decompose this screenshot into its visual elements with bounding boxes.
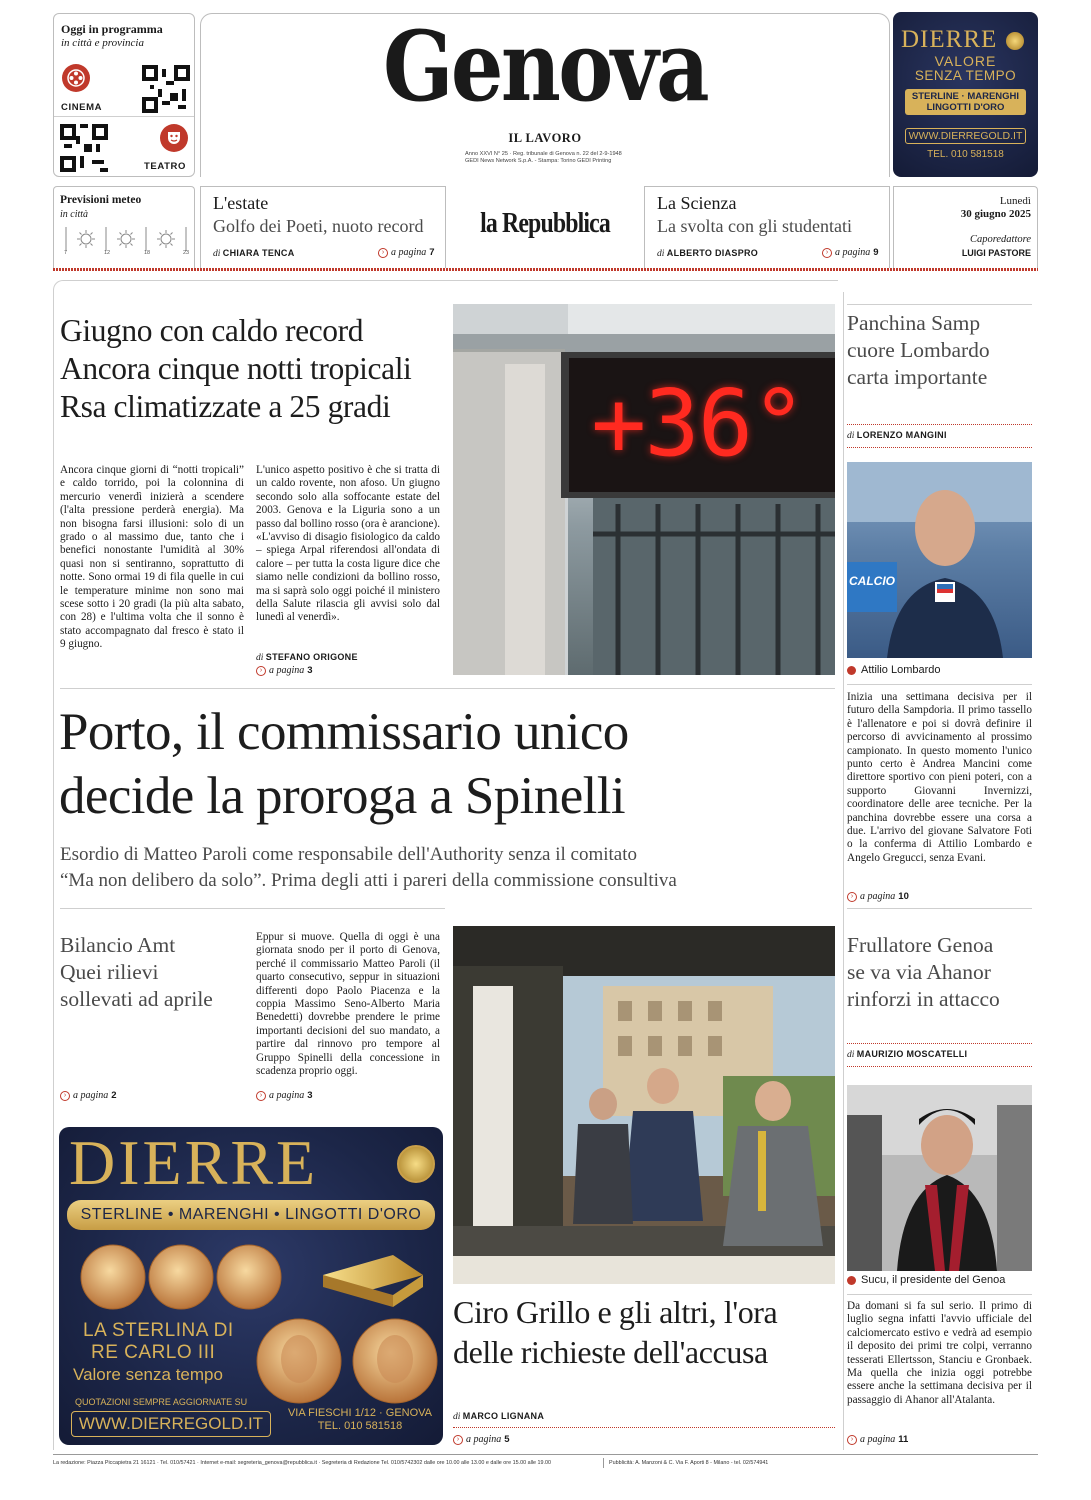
thermometer-display: +36° (591, 370, 805, 477)
arrow-right-icon: › (453, 1435, 463, 1445)
porto-body: Eppur si muove. Quella di oggi è una giornata snodo per il porto di Genova, perché il commissario Matteo Paroli (il quarto consecutivo, seppur in situazioni differenti dopo Paolo Piacenza e la coppia Massimo Seno-Alberto Maria Benedetti) dovrebbe prendere le prime importanti decisioni del suo mandato, a partire dal rinnovo pro tempore al Gruppo Spinelli della concessione in scadenza proprio oggi. (256, 931, 440, 1078)
dateline-day: Lunedì (999, 195, 1031, 207)
bottom-ad-promo1: LA STERLINA DI (83, 1320, 234, 1341)
porto-page-link[interactable]: › a pagina 3 (256, 1090, 313, 1101)
teaser-estate-kicker: L'estate (213, 193, 269, 213)
bottom-ad-dierre[interactable] (59, 1127, 443, 1445)
teaser-estate-author: CHIARA TENCA (222, 248, 295, 258)
cinema-label[interactable]: CINEMA (61, 102, 103, 113)
teaser-scienza-page-link[interactable]: › a pagina 9 (822, 247, 879, 258)
samp-page-link[interactable]: › a pagina 10 (847, 891, 909, 902)
top-ad-url[interactable]: WWW.DIERREGOLD.IT (905, 128, 1026, 144)
masthead-title: Genova (382, 10, 708, 123)
teaser-scienza-title: La svolta con gli studentati (657, 216, 852, 236)
grillo-headline: Ciro Grillo e gli altri, l'ora delle richieste dell'accusa (453, 1294, 778, 1370)
meteo-hour-7: 7 (64, 250, 68, 256)
meteo-hour-12: 12 (104, 250, 111, 256)
amt-page-link[interactable]: › a pagina 2 (60, 1090, 117, 1101)
footer-pubblicita: Pubblicità: A. Manzoni & C. Via F. Aporti 8 - Milano - tel. 02/574941 (609, 1460, 769, 1466)
genoa-author: MAURIZIO MOSCATELLI (856, 1049, 968, 1059)
king-charles-coins-image (255, 1315, 441, 1405)
bottom-ad-promo3: Valore senza tempo (73, 1365, 223, 1384)
dateline-box (893, 186, 1038, 268)
program-title: Oggi in programma (61, 22, 163, 36)
samp-body: Inizia una settimana decisiva per il futuro della Sampdoria. Il primo tassello è l'allenatore e poi si dovrà definire il percorso di avvicinamento al prossimo campionato. In questo momento l'unico punto certo è Andrea Mancini come direttore sportivo con pieni poteri, con a supporto Giovanni Invernizzi, coordinatore delle aree tecniche. Per la panchina dovrebbe essere una corsa a due. L'arrivo del giovane Salvatore Foti o la conferma di Attilio Lombardo e Angelo Gregucci, senza Evani. (847, 691, 1032, 864)
amt-headline: Bilancio Amt Quei rilievi sollevati ad aprile (60, 933, 213, 1011)
lead-author: STEFANO ORIGONE (265, 652, 358, 662)
top-ad-dierre[interactable] (893, 12, 1038, 177)
lombardo-photo-text: CALCIO (849, 574, 895, 588)
meteo-box (53, 186, 195, 268)
lead-page-link[interactable]: › a pagina 3 (256, 665, 313, 676)
samp-headline: Panchina Samp cuore Lombardo carta importante (847, 311, 990, 389)
bottom-ad-brand: DIERRE (69, 1127, 319, 1198)
teaser-scienza-author: ALBERTO DIASPRO (666, 248, 759, 258)
arrow-right-icon: › (378, 248, 388, 258)
sucu-photo (847, 1085, 1032, 1271)
program-box (53, 13, 195, 177)
teaser-scienza[interactable]: La Scienza La svolta con gli studentati di ALBERTO DIASPRO › a pagina 9 (644, 186, 890, 268)
camera-dot-icon (847, 1276, 856, 1285)
lead-body-col1: Ancora cinque giorni di “notti tropicali” e caldo torrido, poi la colonnina di mercurio venerdì inizierà a scendere (l'alta pressione perderà energia). Ma non bisogna farsi illusioni: solo di un grado o al massimo due, tanto che i benefici nonostante l'umidità al 30% quasi non si sentiranno, soprattutto di notte. Sono ormai 19 di fila quelle in cui le temperature minime non sono mai scese sotto i 20 gradi (la più alta sabato, con 28) e l'ultima volta che il sonno è stato accompagnato dal fresco è stato il 9 giugno. (60, 464, 244, 651)
bottom-ad-band: STERLINE • MARENGHI • LINGOTTI D'ORO (67, 1200, 435, 1230)
bottom-ad-address: VIA FIESCHI 1/12 · GENOVA TEL. 010 581518 (287, 1407, 433, 1432)
dateline-role: Caporedattore (969, 234, 1031, 245)
header-red-rule (53, 268, 1038, 271)
arrow-right-icon: › (847, 892, 857, 902)
grillo-photo (453, 926, 835, 1284)
bottom-ad-promo2: RE CARLO III (91, 1342, 216, 1363)
arrow-right-icon: › (256, 1091, 266, 1101)
right-column-rule (843, 292, 844, 1450)
bottom-ad-quote: QUOTAZIONI SEMPRE AGGIORNATE SU (75, 1397, 248, 1407)
program-subtitle: in città e provincia (61, 37, 144, 49)
top-ad-line2: SENZA TEMPO (914, 68, 1017, 83)
teatro-icon (160, 124, 188, 152)
grillo-author: MARCO LIGNANA (462, 1411, 545, 1421)
meteo-hour-23: 23 (183, 250, 190, 256)
top-ad-band: STERLINE · MARENGHI LINGOTTI D'ORO (905, 89, 1026, 115)
meteo-hour-18: 18 (144, 250, 151, 256)
genoa-body: Da domani si fa sul serio. Il primo di luglio segna infatti l'avvio ufficiale del calciomercato estivo e vedrà ad esempio il deposito dei primi tre colpi, verranno tesserati Ellertsson, Stanciu e Gronbaek. Ma quella che inizia oggi potrebbe essere anche la settimana decisiva per il passaggio di Ahanor all'Atalanta. (847, 1300, 1032, 1406)
masthead-registration: Anno XXVI N° 25 · Reg. tribunale di Genova n. 22 del 2-9-1948 GEDI News Network S.p.A. - Stampa: Torino GEDI Printing (465, 151, 622, 164)
samp-author: LORENZO MANGINI (856, 430, 947, 440)
arrow-right-icon: › (256, 666, 266, 676)
arrow-right-icon: › (822, 248, 832, 258)
gold-coins-image (73, 1235, 433, 1315)
thermometer-photo (453, 304, 835, 675)
lombardo-caption: Attilio Lombardo (847, 664, 941, 676)
meteo-forecast (62, 225, 192, 253)
cinema-qr-code[interactable] (142, 65, 190, 113)
sucu-caption: Sucu, il presidente del Genoa (847, 1274, 1005, 1286)
footer-redazione: La redazione: Piazza Piccapietra 21 16121 · Tel. 010/57421 · Internet e-mail: segreteria_genova@repubblica.it · Segreteria di Redazione Tel. 010/5742302 dalle ore 10.00 alle 13.00 e dalle ore 15.00 alle 19.00 (53, 1460, 551, 1466)
masthead-subtitle: IL LAVORO (508, 131, 582, 145)
teatro-qr-code[interactable] (60, 124, 108, 172)
teaser-scienza-kicker: La Scienza (657, 193, 737, 213)
dateline-name: LUIGI PASTORE (961, 248, 1031, 258)
top-ad-brand: DIERRE (901, 26, 998, 53)
dateline-date: 30 giugno 2025 (960, 208, 1031, 220)
porto-headline: Porto, il commissario unico decide la proroga a Spinelli (59, 703, 629, 825)
lead-body-col2: L'unico aspetto positivo è che si tratta di un caldo rovente, non afoso. Un giugno secondo solo alla soffocante estate del 2003. Genova e la Liguria sono a un passo dal bollino rosso (ora è arancione). «L'avviso di disagio fisiologico da caldo – spiega Arpal riferendosi all'ondata di calore – per tutta la costa ligure dice che siamo nelle condizioni da bollino rosso, ma si saprà solo oggi poiché il ministero della Salute rilascia gli avvisi solo dal lunedì al venerdì». (256, 464, 440, 624)
porto-subheadline: Esordio di Matteo Paroli come responsabile dell'Authority senza il comitato “Ma non delibero da solo”. Prima degli atti i pareri della commissione consultiva (60, 844, 677, 891)
coin-icon (1006, 32, 1024, 50)
coin-icon (397, 1145, 435, 1183)
meteo-title: Previsioni meteo (60, 194, 142, 206)
teaser-estate-title: Golfo dei Poeti, nuoto record (213, 216, 424, 236)
teatro-label[interactable]: TEATRO (144, 161, 186, 172)
top-ad-line1: VALORE (934, 53, 997, 69)
arrow-right-icon: › (60, 1091, 70, 1101)
teaser-estate[interactable]: L'estate Golfo dei Poeti, nuoto record di CHIARA TENCA › a pagina 7 (200, 186, 446, 268)
lead-headline: Giugno con caldo record Ancora cinque notti tropicali Rsa climatizzate a 25 gradi (60, 313, 412, 424)
grillo-page-link[interactable]: › a pagina 5 (453, 1434, 510, 1445)
genoa-page-link[interactable]: › a pagina 11 (847, 1434, 908, 1445)
meteo-subtitle: in città (60, 209, 89, 220)
teaser-estate-page-link[interactable]: › a pagina 7 (378, 247, 435, 258)
bottom-ad-url[interactable]: WWW.DIERREGOLD.IT (71, 1411, 271, 1437)
repubblica-logo: la Repubblica (480, 208, 610, 239)
camera-dot-icon (847, 666, 856, 675)
genoa-headline: Frullatore Genoa se va via Ahanor rinforzi in attacco (847, 933, 1000, 1011)
lombardo-photo (847, 462, 1032, 658)
cinema-icon (62, 64, 90, 92)
top-ad-tel: TEL. 010 581518 (927, 149, 1004, 160)
arrow-right-icon: › (847, 1435, 857, 1445)
